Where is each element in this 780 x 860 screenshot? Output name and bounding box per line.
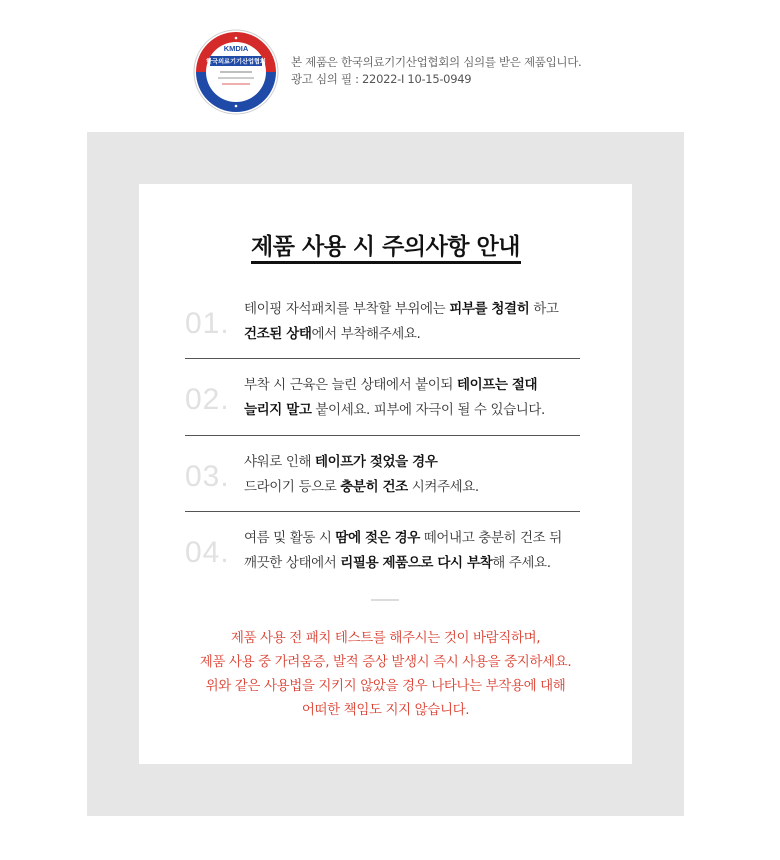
- item-number: 04.: [185, 536, 230, 569]
- emphasis-text: 테이프는 절대: [456, 377, 538, 393]
- emphasis-text: 늘리지 말고: [244, 402, 312, 418]
- item-divider: [185, 435, 580, 436]
- text-segment: 하고: [529, 301, 559, 317]
- svg-text:한국의료기기산업협회: 한국의료기기산업협회: [206, 58, 266, 66]
- emphasis-text: 충분히 건조: [340, 479, 408, 495]
- item-number: 02.: [185, 383, 230, 416]
- caution-card: [139, 184, 632, 764]
- emphasis-text: 땀에 젖은 경우: [335, 530, 420, 546]
- warning-line: 제품 사용 중 가려움증, 발적 증상 발생시 즉시 사용을 중지하세요.: [199, 654, 572, 670]
- item-text-line-1: [244, 297, 584, 322]
- svg-text:KMDIA: KMDIA: [223, 44, 249, 53]
- approval-notice: [291, 54, 581, 88]
- warning-line: 어떠한 책임도 지지 않습니다.: [301, 702, 470, 718]
- text-segment: 깨끗한 상태에서: [244, 555, 341, 571]
- text-segment: 여름 및 활동 시: [244, 530, 336, 546]
- warning-notice: [139, 626, 632, 722]
- item-text: [244, 450, 584, 500]
- approval-statement: 본 제품은 한국의료기기산업협회의 심의를 받은 제품입니다.: [291, 55, 582, 69]
- caution-item-03: [185, 442, 580, 518]
- text-segment: 드라이기 등으로: [244, 479, 341, 495]
- item-text-line-1: [244, 373, 584, 398]
- text-segment: 시켜주세요.: [407, 479, 479, 495]
- item-text-line-2: [244, 322, 584, 347]
- warning-line: 위와 같은 사용법을 지키지 않았을 경우 나타나는 부작용에 대해: [205, 678, 566, 694]
- emphasis-text: 피부를 청결히: [449, 301, 530, 317]
- kmdia-seal-logo: [192, 28, 280, 116]
- text-segment: 떼어내고 충분히 건조 뒤: [419, 530, 562, 546]
- emphasis-text: 리필용 제품으로 다시 부착: [340, 555, 493, 571]
- title-underline: [251, 261, 521, 264]
- card-title: 제품 사용 시 주의사항 안내: [251, 234, 520, 260]
- section-dash-divider: [371, 599, 399, 601]
- emphasis-text: 테이프가 젖었을 경우: [315, 454, 438, 470]
- text-segment: 해 주세요.: [492, 555, 551, 571]
- item-number: 03.: [185, 460, 230, 493]
- caution-item-01: [185, 289, 580, 365]
- text-segment: 테이핑 자석패치를 부착할 부위에는: [244, 301, 450, 317]
- approval-number: 광고 심의 필 : 22022-I 10-15-0949: [291, 72, 472, 86]
- item-text: [244, 373, 584, 423]
- item-divider: [185, 511, 580, 512]
- item-text-line-2: [244, 398, 584, 423]
- caution-item-04: [185, 518, 580, 594]
- item-divider: [185, 358, 580, 359]
- text-segment: 부착 시 근육은 늘린 상태에서 붙이되: [244, 377, 457, 393]
- ad-approval-header: [192, 28, 772, 116]
- emphasis-text: 건조된 상태: [244, 326, 312, 342]
- item-text: [244, 526, 584, 576]
- item-text: [244, 297, 584, 347]
- item-text-line-1: [244, 526, 584, 551]
- item-text-line-1: [244, 450, 584, 475]
- warning-line: 제품 사용 전 패치 테스트를 해주시는 것이 바람직하며,: [230, 630, 541, 646]
- caution-item-02: [185, 365, 580, 441]
- item-number: 01.: [185, 307, 230, 340]
- item-text-line-2: [244, 475, 584, 500]
- item-text-line-2: [244, 551, 584, 576]
- text-segment: 붙이세요. 피부에 자극이 될 수 있습니다.: [311, 402, 545, 418]
- text-segment: 에서 부착해주세요.: [311, 326, 421, 342]
- text-segment: 샤워로 인해: [244, 454, 315, 470]
